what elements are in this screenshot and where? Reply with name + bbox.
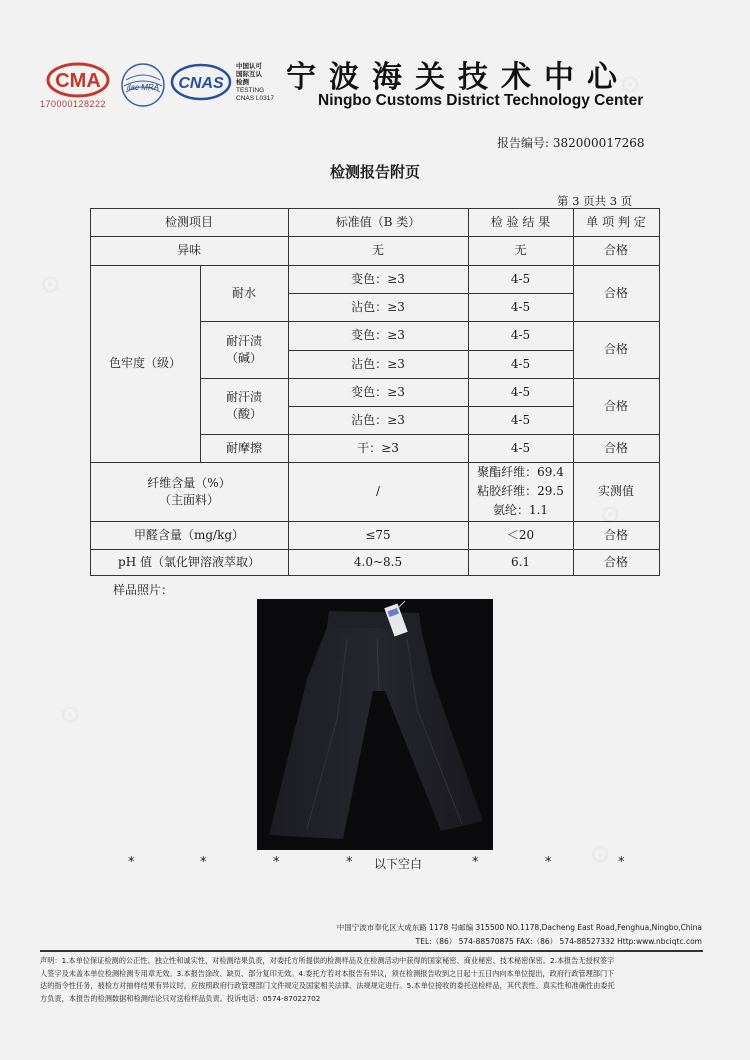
footer-address [337, 921, 702, 949]
fastness-perspiration-alkaline-name [200, 321, 288, 378]
fastness-standard: 变色：≥3 [351, 328, 405, 342]
cnas-accreditation-text [236, 63, 274, 103]
cnas-line: 检测 [236, 79, 249, 86]
watermark-mark [33, 267, 68, 302]
cnas-line: 国际互认 [236, 71, 262, 78]
fastness-standard: 变色：≥3 [351, 384, 405, 399]
fastness-standard: 变色：≥3 [351, 271, 405, 286]
formaldehyde-result: ＜20 [506, 527, 535, 542]
cnas-line: 中国认可 [236, 63, 262, 70]
report-number [497, 134, 645, 151]
table-rule [659, 208, 660, 576]
fastness-standard: 干：≥3 [357, 440, 399, 455]
report-number-label: 报告编号: [497, 136, 550, 150]
cnas-mark-text: CNAS [178, 75, 224, 92]
footer-disclaimer [40, 955, 710, 1005]
results-table [90, 208, 660, 576]
fastness-verdict: 合格 [603, 398, 628, 413]
fiber-result-line: 氨纶：1.1 [492, 503, 549, 517]
ph-verdict: 合格 [603, 554, 628, 569]
cnas-logo [170, 62, 232, 102]
formaldehyde-standard: ≤75 [365, 527, 391, 542]
sample-photo-label: 样品照片： [113, 583, 174, 597]
footer-address-line: 中国宁波市奉化区大成东路 1178 号邮编 315500 NO.1178,Dacheng East Road,Fenghua,Ningbo,China [336, 923, 702, 932]
fastness-name-line: 耐汗渍 [225, 390, 262, 404]
page-title: 检测报告附页 [329, 163, 420, 181]
blank-star: * [545, 855, 552, 870]
ph-item: pH 值（氯化钾溶液萃取） [118, 554, 260, 569]
blank-star: * [346, 855, 353, 870]
fastness-result: 4-5 [510, 271, 531, 286]
formaldehyde-item: 甲醛含量（mg/kg） [133, 527, 245, 542]
disclaimer-line: 达的指令性任务，被检方对抽样结果有异议时，应按照政府行政管理部门文件规定及国家相关法律、法规规定进行。5.本单位接收的委托送检样品，其代表性、真实性和准确性由委托 [40, 981, 615, 991]
fastness-name-line: （酸） [225, 407, 262, 421]
odor-verdict: 合格 [603, 243, 628, 257]
ilac-mra-logo [120, 62, 166, 108]
blank-star: * [200, 855, 207, 870]
blank-star: * [472, 855, 479, 870]
odor-item: 异味 [176, 243, 201, 257]
disclaimer-line: 方负责，本报告的检测数据和检测结论只对送检样品负责。投诉电话：0574-87022702 [40, 993, 321, 1003]
footer-divider [40, 950, 703, 952]
fastness-water-name: 耐水 [231, 285, 256, 300]
fiber-content-item [90, 462, 288, 521]
report-number-value: 382000017268 [552, 136, 645, 150]
odor-standard: 无 [371, 243, 384, 257]
ph-standard: 4.0~8.5 [353, 554, 403, 569]
blank-star: * [128, 855, 135, 870]
fastness-name-line: 耐汗渍 [225, 333, 262, 348]
fastness-result: 4-5 [510, 440, 531, 455]
color-fastness-label: 色牢度（级） [108, 356, 181, 370]
watermark-mark [53, 697, 88, 732]
fiber-standard: / [375, 484, 381, 498]
header-standard: 标准值（B 类） [335, 214, 421, 229]
fastness-result: 4-5 [510, 412, 531, 427]
fastness-verdict: 合格 [603, 285, 628, 300]
table-rule [90, 575, 660, 576]
fastness-verdict: 合格 [603, 440, 628, 455]
fiber-result [468, 462, 573, 521]
cnas-line: CNAS L0317 [236, 95, 274, 102]
fiber-item-line: 纤维含量（%） [147, 475, 231, 490]
header-result: 检 验 结 果 [490, 214, 551, 229]
blank-below-note: 以下空白 [374, 857, 423, 871]
cma-number: 170000128222 [40, 99, 107, 109]
fiber-verdict: 实测值 [597, 484, 634, 498]
center-title-chinese: 宁波海关技术中心 [286, 60, 630, 95]
fiber-result-line: 粘胶纤维：29.5 [477, 484, 564, 498]
fastness-result: 4-5 [510, 328, 531, 342]
disclaimer-line: 声明：1.本单位保证检测的公正性、独立性和诚实性，对检测结果负责，对委托方所提供的检测样品及在检测活动中获得的国家秘密、商业秘密、技术秘密保密。2.本报告无授权签字 [40, 956, 615, 965]
blank-star: * [618, 855, 625, 870]
odor-result: 无 [514, 243, 527, 257]
page-count: 第 3 页共 3 页 [557, 194, 633, 208]
black-trousers-photo [257, 599, 493, 850]
fiber-result-line: 聚酯纤维：69.4 [477, 465, 564, 479]
fastness-rubbing-name: 耐摩擦 [225, 440, 262, 455]
header-verdict: 单 项 判 定 [586, 214, 646, 229]
fastness-standard: 沾色：≥3 [351, 356, 405, 371]
fastness-standard: 沾色：≥3 [351, 412, 405, 427]
fastness-result: 4-5 [510, 299, 531, 314]
header-item: 检测项目 [164, 214, 213, 229]
formaldehyde-verdict: 合格 [603, 527, 628, 542]
footer-contact-line: TEL:（86） 574-88570875 FAX:（86） 574-88527332 Http:www.nbciqtc.com [415, 937, 702, 946]
fastness-standard: 沾色：≥3 [351, 299, 405, 314]
blank-star: * [273, 855, 280, 870]
fastness-perspiration-acid-name [200, 378, 288, 434]
fastness-name-line: （碱） [225, 350, 262, 365]
ilac-mark-text: ilac MRA [126, 83, 160, 92]
watermark-mark [583, 837, 618, 872]
ph-result: 6.1 [510, 554, 531, 569]
fastness-result: 4-5 [510, 356, 531, 371]
cnas-line: TESTING [236, 87, 265, 94]
fiber-item-line: （主面料） [158, 492, 219, 507]
disclaimer-line: 人签字及未盖本单位检测检测专用章无效。3.本报告涂改、缺页、部分复印无效。4.委托方若对本报告有异议，须在检测报告收到之日起十五日内向本单位提出，政府行政管理部门下 [40, 968, 615, 978]
cma-mark-text: CMA [55, 70, 101, 92]
center-title-english: Ningbo Customs District Technology Center [318, 92, 644, 109]
fastness-verdict: 合格 [603, 342, 628, 356]
fastness-result: 4-5 [510, 384, 531, 399]
